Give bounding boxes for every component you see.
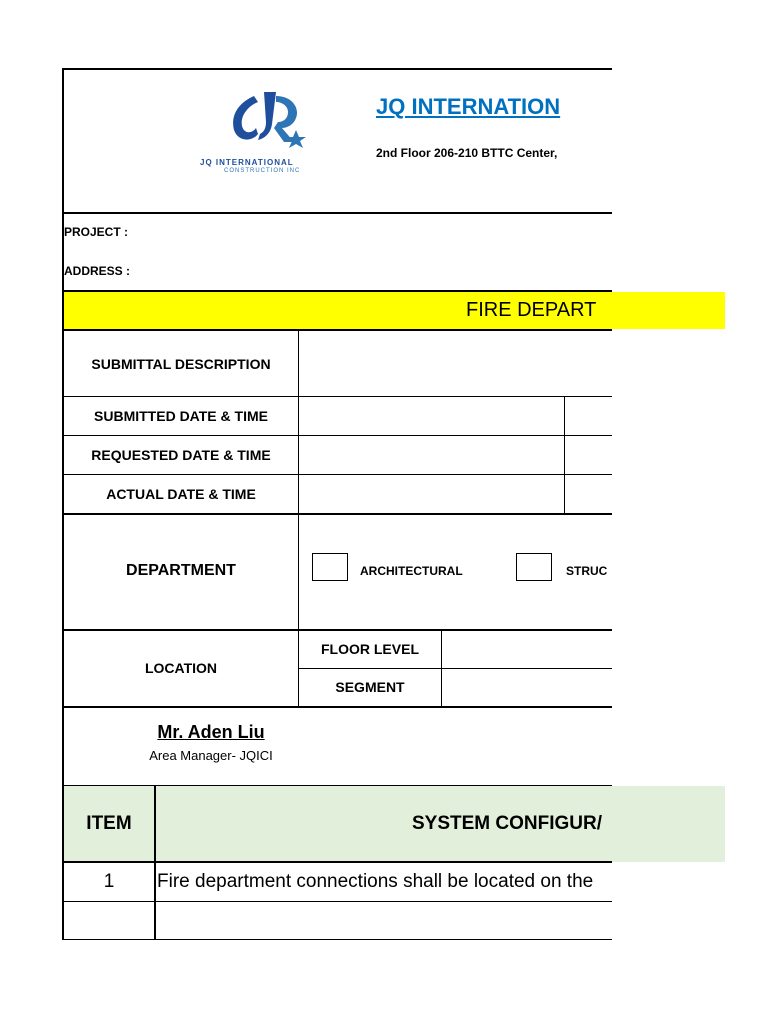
address-label: ADDRESS : (64, 264, 131, 278)
structural-checkbox[interactable] (516, 553, 552, 581)
actual-date-field[interactable] (300, 476, 563, 512)
company-name: JQ INTERNATION (376, 94, 561, 119)
segment-field[interactable] (443, 670, 612, 705)
company-address: 2nd Floor 206-210 BTTC Center, (376, 146, 558, 160)
row-line (62, 861, 612, 863)
row-line (62, 396, 612, 397)
floor-level-field[interactable] (443, 631, 612, 667)
item-divider (154, 786, 156, 940)
row-line (62, 901, 612, 902)
banner-title: FIRE DEPART (466, 299, 597, 321)
logo-text-main: JQ INTERNATIONAL (200, 158, 294, 167)
row-line (62, 706, 612, 708)
department-label: DEPARTMENT (126, 562, 236, 579)
submittal-description-label: SUBMITTAL DESCRIPTION (91, 356, 271, 372)
table-row-text: Fire department connections shall be located on the (157, 871, 594, 892)
item-header: ITEM (86, 813, 132, 834)
structural-label: STRUC (566, 564, 608, 578)
submitted-label: SUBMITTED DATE & TIME (94, 408, 268, 424)
requested-date-field[interactable] (300, 437, 563, 473)
header-bottom-border (62, 212, 612, 214)
logo-text-sub: CONSTRUCTION INC (224, 168, 301, 174)
signatory-title: Area Manager- JQICI (149, 748, 273, 763)
form-divider (298, 330, 299, 707)
table-header (64, 786, 725, 862)
table-bottom-border (62, 939, 612, 940)
location-label: LOCATION (144, 660, 218, 676)
date-divider (564, 396, 565, 514)
requested-label: REQUESTED DATE & TIME (91, 447, 271, 463)
submitted-date-field[interactable] (300, 398, 563, 434)
banner (64, 292, 725, 329)
location-divider (441, 630, 442, 707)
actual-label: ACTUAL DATE & TIME (106, 486, 256, 502)
signatory-name: Mr. Aden Liu (157, 722, 265, 742)
submittal-description-field[interactable] (300, 331, 612, 395)
row-line (62, 513, 612, 515)
floor-level-label: FLOOR LEVEL (321, 641, 419, 657)
architectural-label: ARCHITECTURAL (360, 564, 463, 578)
row-line (298, 668, 612, 669)
row-line (62, 435, 612, 436)
header-top-border (62, 68, 612, 70)
row-line (62, 474, 612, 475)
architectural-checkbox[interactable] (312, 553, 348, 581)
project-label: PROJECT : (64, 225, 129, 239)
company-logo (196, 84, 346, 184)
table-row-item: 1 (103, 871, 115, 892)
config-header: SYSTEM CONFIGUR/ (412, 813, 603, 834)
segment-label: SEGMENT (335, 679, 405, 695)
